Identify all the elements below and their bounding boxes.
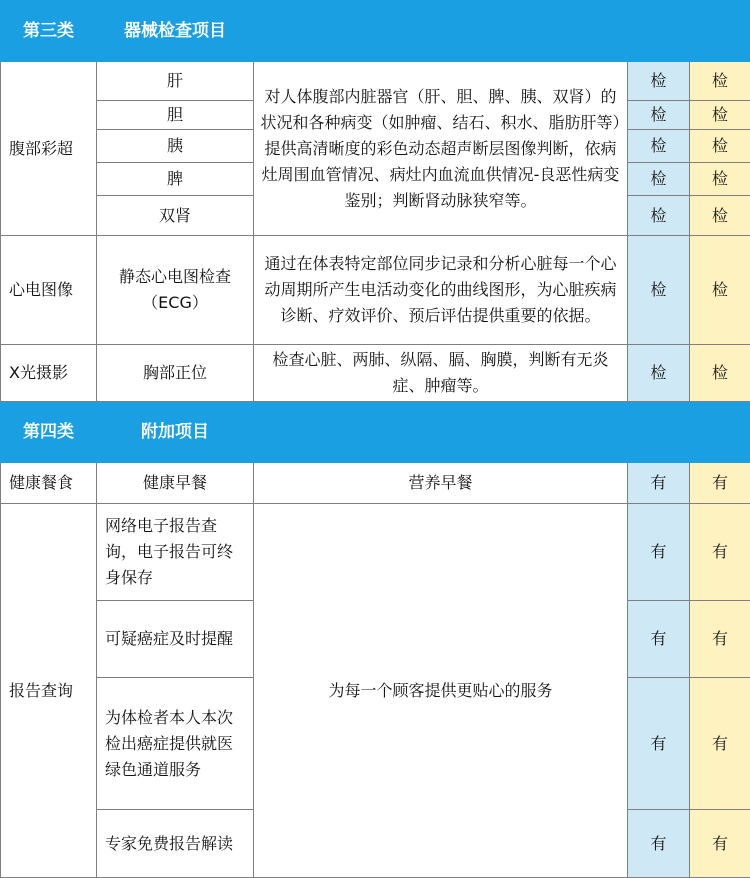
table-row: [1, 463, 750, 504]
report-item-cancer-alert: 可疑癌症及时提醒: [97, 601, 254, 678]
xray-mark-b: 检: [690, 345, 750, 402]
section3-header-blank: [254, 1, 750, 62]
report-item-green-channel: 为体检者本人本次检出癌症提供就医绿色通道服务: [97, 678, 254, 810]
section3-category-header: 第三类: [1, 1, 97, 62]
abdominal-mark-b: 检: [690, 130, 750, 163]
ecg-mark-a: 检: [628, 236, 690, 345]
abdominal-mark-a: 检: [628, 196, 690, 236]
ecg-description: 通过在体表特定部位同步记录和分析心脏每一个心动周期所产生电活动变化的曲线图形，为心脏疾病诊断、疗效评价、预后评估提供重要的依据。: [254, 236, 628, 345]
abdominal-mark-b: 检: [690, 163, 750, 196]
meal-description: 营养早餐: [254, 463, 628, 504]
report-mark-b: 有: [690, 678, 750, 810]
meal-item: 健康早餐: [97, 463, 254, 504]
table-row: [1, 504, 750, 601]
xray-description: 检查心脏、两肺、纵隔、膈、胸膜，判断有无炎症、肿瘤等。: [254, 345, 628, 402]
abdominal-mark-a: 检: [628, 130, 690, 163]
abdominal-item-gallbladder: 胆: [97, 101, 254, 130]
report-mark-a: 有: [628, 678, 690, 810]
table-row: [1, 345, 750, 402]
report-description: 为每一个顾客提供更贴心的服务: [254, 504, 628, 878]
abdominal-mark-b: 检: [690, 101, 750, 130]
report-mark-b: 有: [690, 601, 750, 678]
report-category: 报告查询: [1, 504, 97, 878]
abdominal-item-pancreas: 胰: [97, 130, 254, 163]
abdominal-category: 腹部彩超: [1, 62, 97, 236]
section4-category-header: 第四类: [1, 402, 97, 463]
abdominal-description: 对人体腹部内脏器官（肝、胆、脾、胰、双肾）的状况和各种病变（如肿瘤、结石、积水、脂肪肝等）提供高清晰度的彩色动态超声断层图像判断，依病灶周围血管情况、病灶内血流血供情况-良恶性病变鉴别；判断肾动脉狭窄等。: [254, 62, 628, 236]
abdominal-item-spleen: 脾: [97, 163, 254, 196]
xray-item: 胸部正位: [97, 345, 254, 402]
report-mark-a: 有: [628, 601, 690, 678]
report-mark-b: 有: [690, 504, 750, 601]
section3-header-row: [1, 1, 750, 62]
section4-header-row: [1, 402, 750, 463]
report-mark-b: 有: [690, 810, 750, 878]
table-row: [1, 62, 750, 101]
abdominal-mark-a: 检: [628, 163, 690, 196]
meal-mark-b: 有: [690, 463, 750, 504]
abdominal-item-liver: 肝: [97, 62, 254, 101]
abdominal-mark-a: 检: [628, 62, 690, 101]
xray-mark-a: 检: [628, 345, 690, 402]
report-item-online: 网络电子报告查询，电子报告可终身保存: [97, 504, 254, 601]
report-mark-a: 有: [628, 810, 690, 878]
section4-title-header: 附加项目: [97, 402, 254, 463]
ecg-mark-b: 检: [690, 236, 750, 345]
xray-category: X光摄影: [1, 345, 97, 402]
report-item-expert-reading: 专家免费报告解读: [97, 810, 254, 878]
ecg-category: 心电图像: [1, 236, 97, 345]
ecg-item: 静态心电图检查（ECG）: [97, 236, 254, 345]
report-mark-a: 有: [628, 504, 690, 601]
abdominal-item-kidneys: 双肾: [97, 196, 254, 236]
section3-title-header: 器械检查项目: [97, 1, 254, 62]
meal-category: 健康餐食: [1, 463, 97, 504]
section4-header-blank: [254, 402, 750, 463]
table-row: [1, 236, 750, 345]
abdominal-mark-b: 检: [690, 62, 750, 101]
abdominal-mark-b: 检: [690, 196, 750, 236]
meal-mark-a: 有: [628, 463, 690, 504]
abdominal-mark-a: 检: [628, 101, 690, 130]
